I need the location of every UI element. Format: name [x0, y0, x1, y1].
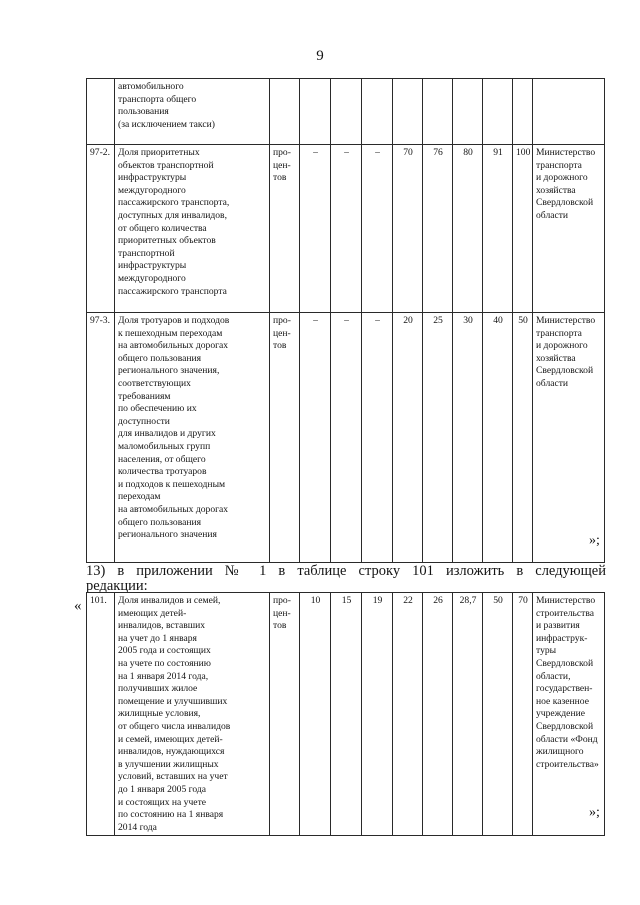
responsible-body-line: строительства» — [536, 758, 599, 770]
year-value: 70 — [393, 145, 423, 313]
responsible-body — [533, 313, 605, 563]
year-value — [483, 79, 513, 145]
year-value — [513, 79, 533, 145]
indicator-name-line: автомобильного — [118, 81, 184, 92]
responsible-body-line: Министерство — [536, 315, 596, 326]
unit-line: тов — [273, 340, 287, 352]
indicator-name-line: на автомобильных дорогах — [118, 340, 229, 352]
indicator-name-line: доступных для инвалидов, — [118, 209, 227, 221]
indicator-name-line: маломобильных групп — [118, 440, 211, 452]
indicator-name-line: Доля приоритетных — [118, 147, 200, 158]
closing-quote-top: »; — [589, 533, 600, 548]
responsible-body-line: области — [536, 377, 569, 389]
indicator-name-line: по состоянию на 1 января — [118, 809, 224, 821]
responsible-body-line: транспорта — [536, 159, 582, 171]
indicator-name-line: от общего количества — [118, 222, 207, 234]
year-value: 19 — [362, 593, 393, 836]
indicator-name-line: инвалидов, нуждающихся — [118, 746, 225, 758]
responsible-body-line: Свердловской — [536, 657, 594, 669]
responsible-body-line: Свердловской — [536, 365, 594, 377]
indicator-name — [115, 79, 270, 145]
year-value: 10 — [300, 593, 331, 836]
indicator-name-line: Доля тротуаров и подходов — [118, 315, 230, 326]
unit-of-measure — [270, 593, 300, 836]
row-number: 97-2. — [87, 145, 115, 313]
responsible-body-line: Свердловской — [536, 197, 594, 209]
unit-line: цен- — [273, 159, 291, 171]
year-value: – — [362, 313, 393, 563]
responsible-body-line: и дорожного — [536, 340, 588, 352]
year-value — [331, 79, 362, 145]
indicator-name-line: и состоящих на учете — [118, 796, 207, 808]
indicator-name-line: инфраструктуры — [118, 172, 187, 184]
indicator-name — [115, 313, 270, 563]
indicator-name-line: до 1 января 2005 года — [118, 783, 207, 795]
amendment-paragraph-line1: 13) в приложении № 1 в таблице строку 101 изложить в следующей — [86, 563, 606, 579]
indicator-name-line: пассажирского транспорта — [118, 285, 227, 297]
responsible-body-line: области, — [536, 670, 571, 682]
responsible-body-line: учреждение — [536, 708, 585, 720]
unit-line: про- — [273, 595, 291, 606]
year-value: 70 — [513, 593, 533, 836]
responsible-body-line: Министерство — [536, 595, 596, 606]
unit-of-measure — [270, 79, 300, 145]
indicator-name-line: пользования — [118, 106, 169, 118]
responsible-body — [533, 79, 605, 145]
indicator-name-line: переходам — [118, 491, 161, 503]
responsible-body-line: ное казенное — [536, 695, 589, 707]
responsible-body-line: туры — [536, 645, 557, 657]
year-value: 15 — [331, 593, 362, 836]
indicator-name-line: пассажирского транспорта, — [118, 197, 230, 209]
year-value: 50 — [483, 593, 513, 836]
responsible-body-line: и развития — [536, 620, 580, 632]
indicator-name-line: получивших жилое — [118, 683, 198, 695]
indicator-table-top — [86, 78, 605, 563]
unit-line: цен- — [273, 327, 291, 339]
responsible-body-line: строительства — [536, 607, 595, 619]
indicator-name — [115, 593, 270, 836]
unit-line: цен- — [273, 607, 291, 619]
responsible-body-line: хозяйства — [536, 184, 576, 196]
responsible-body-line: транспорта — [536, 327, 582, 339]
indicator-name-line: и подходов к пешеходным — [118, 478, 226, 490]
responsible-body-line: хозяйства — [536, 352, 576, 364]
year-value: – — [331, 145, 362, 313]
page-number: 9 — [316, 48, 324, 64]
indicator-name-line: общего пользования — [118, 516, 202, 528]
table-row — [87, 593, 605, 836]
indicator-name-line: инфраструктуры — [118, 260, 187, 272]
year-value — [300, 79, 331, 145]
indicator-name-line: объектов транспортной — [118, 159, 214, 171]
year-value: – — [300, 313, 331, 563]
indicator-name-line: имеющих детей- — [118, 607, 187, 619]
indicator-name-line: инвалидов, вставших — [118, 620, 206, 632]
table-row — [87, 313, 605, 563]
year-value: 26 — [423, 593, 453, 836]
amendment-paragraph-line2: редакции: — [86, 578, 148, 594]
year-value: 20 — [393, 313, 423, 563]
indicator-name-line: приоритетных объектов — [118, 235, 216, 247]
indicator-name-line: помещение и улучшивших — [118, 695, 228, 707]
year-value — [393, 79, 423, 145]
indicator-name-line: от общего числа инвалидов — [118, 720, 231, 732]
indicator-name-line: по обеспечению их — [118, 403, 197, 415]
indicator-name-line: регионального значения, — [118, 365, 220, 377]
indicator-name-line: в улучшении жилищных — [118, 758, 219, 770]
year-value: 76 — [423, 145, 453, 313]
indicator-name-line: требованиям — [118, 390, 171, 402]
row-number: 97-3. — [87, 313, 115, 563]
indicator-table-bottom — [86, 592, 605, 836]
unit-of-measure — [270, 313, 300, 563]
table-row — [87, 79, 605, 145]
year-value — [362, 79, 393, 145]
indicator-name-line: междугородного — [118, 272, 186, 284]
row-number — [87, 79, 115, 145]
indicator-name-line: жилищные условия, — [118, 708, 201, 720]
indicator-name-line: на учете по состоянию — [118, 657, 211, 669]
indicator-name-line: к пешеходным переходам — [118, 327, 223, 339]
indicator-name-line: регионального значения — [118, 529, 217, 541]
indicator-name-line: 2005 года и состоящих — [118, 645, 211, 657]
indicator-name-line: Доля инвалидов и семей, — [118, 595, 221, 606]
year-value: 91 — [483, 145, 513, 313]
year-value: 40 — [483, 313, 513, 563]
indicator-name-line: и семей, имеющих детей- — [118, 733, 223, 745]
indicator-name-line: условий, вставших на учет — [118, 771, 228, 783]
indicator-name-line: 2014 года — [118, 821, 157, 833]
responsible-body-line: Министерство — [536, 147, 596, 158]
year-value: 28,7 — [453, 593, 483, 836]
indicator-name-line: на автомобильных дорогах — [118, 503, 229, 515]
responsible-body — [533, 593, 605, 836]
indicator-name-line: на учет до 1 января — [118, 632, 197, 644]
responsible-body-line: жилищного — [536, 746, 584, 758]
unit-line: про- — [273, 147, 291, 158]
row-number: 101. — [87, 593, 115, 836]
year-value: 22 — [393, 593, 423, 836]
indicator-name-line: междугородного — [118, 184, 186, 196]
indicator-name-line: количества тротуаров — [118, 466, 207, 478]
unit-line: тов — [273, 172, 287, 184]
year-value: – — [362, 145, 393, 313]
indicator-name-line: общего пользования — [118, 352, 202, 364]
responsible-body-line: и дорожного — [536, 172, 588, 184]
responsible-body — [533, 145, 605, 313]
unit-line: про- — [273, 315, 291, 326]
closing-quote-bottom: »; — [589, 805, 600, 820]
indicator-name-line: для инвалидов и других — [118, 428, 216, 440]
responsible-body-line: Свердловской — [536, 720, 594, 732]
indicator-name-line: транспорта общего — [118, 93, 197, 105]
indicator-name-line: на 1 января 2014 года, — [118, 670, 209, 682]
year-value: – — [331, 313, 362, 563]
indicator-name-line: населения, от общего — [118, 453, 206, 465]
year-value: – — [300, 145, 331, 313]
table-row — [87, 145, 605, 313]
year-value — [423, 79, 453, 145]
unit-line: тов — [273, 620, 287, 632]
indicator-name-line: (за исключением такси) — [118, 118, 215, 130]
responsible-body-line: области «Фонд — [536, 733, 598, 745]
unit-of-measure — [270, 145, 300, 313]
responsible-body-line: государствен- — [536, 683, 593, 695]
year-value: 80 — [453, 145, 483, 313]
year-value: 100 — [513, 145, 533, 313]
indicator-name — [115, 145, 270, 313]
indicator-name-line: доступности — [118, 415, 170, 427]
year-value: 50 — [513, 313, 533, 563]
indicator-name-line: соответствующих — [118, 377, 191, 389]
opening-quote: « — [74, 598, 82, 614]
year-value: 30 — [453, 313, 483, 563]
year-value — [453, 79, 483, 145]
responsible-body-line: области — [536, 209, 569, 221]
responsible-body-line: инфраструк- — [536, 632, 588, 644]
year-value: 25 — [423, 313, 453, 563]
indicator-name-line: транспортной — [118, 247, 175, 259]
